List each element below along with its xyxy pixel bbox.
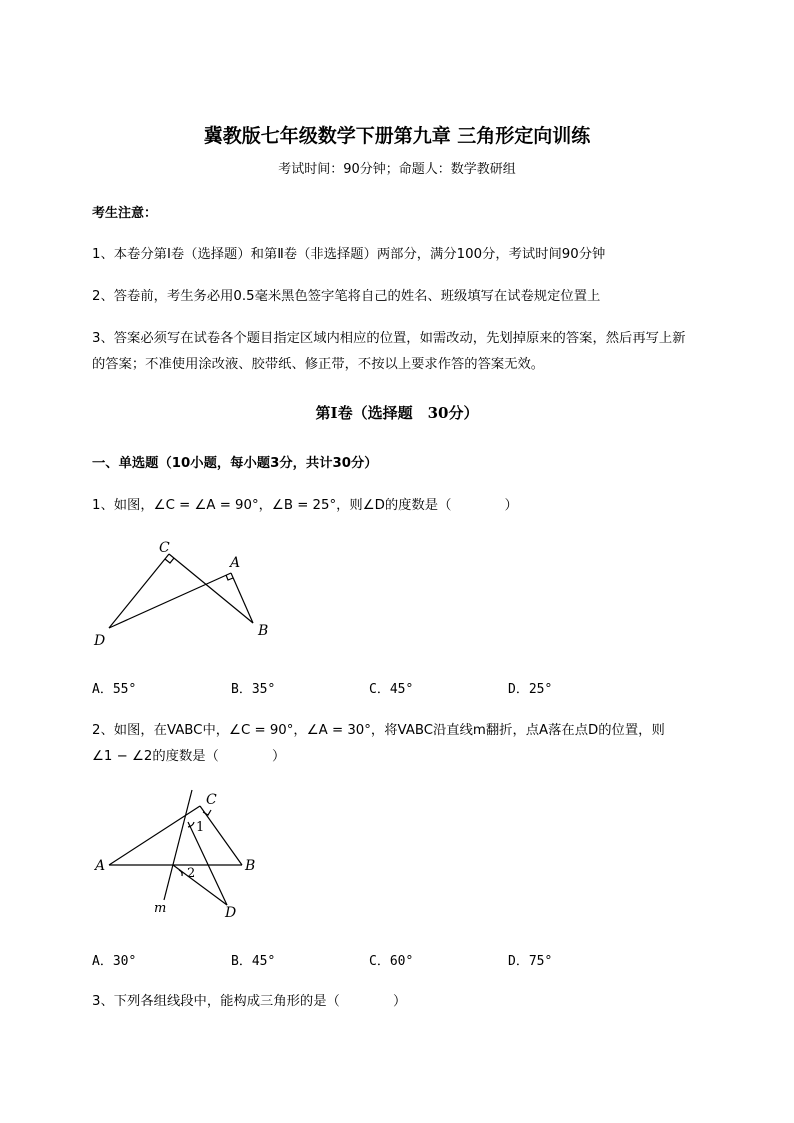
question-1-option-a[interactable]: A．55°	[92, 682, 137, 697]
notice-item-3-line-2: 的答案；不准使用涂改液、胶带纸、修正带，不按以上要求作答的答案无效。	[92, 357, 545, 372]
question-2-stem-line-1: 2、如图，在VABC中，∠C = 90°，∠A = 30°，将VABC沿直线m翻折，点A落在点D的位置，则	[92, 723, 665, 738]
segment-AB	[231, 573, 253, 623]
segment-ED	[188, 822, 227, 905]
label-angle-1: 1	[196, 820, 205, 835]
question-2-option-b[interactable]: B．45°	[231, 954, 276, 969]
exam-info: 考试时间：90分钟；命题人：数学教研组	[278, 162, 516, 177]
right-angle-mark-C	[203, 810, 211, 815]
label-m: m	[154, 901, 167, 916]
question-1-option-b[interactable]: B．35°	[231, 682, 276, 697]
part-heading: 一、单选题（10小题，每小题3分，共计30分）	[92, 456, 378, 471]
label-B: B	[258, 623, 269, 639]
segment-CB	[200, 806, 242, 865]
segment-AC	[109, 806, 200, 865]
notice-item-1: 1、本卷分第I卷（选择题）和第Ⅱ卷（非选择题）两部分，满分100分，考试时间90分钟	[92, 247, 606, 262]
notice-item-2: 2、答卷前，考生务必用0.5毫米黑色签字笔将自己的姓名、班级填写在试卷规定位置上	[92, 289, 601, 304]
label-A: A	[95, 858, 106, 874]
question-1-figure	[90, 535, 290, 650]
question-2-stem-line-2: ∠1 − ∠2的度数是（ ）	[92, 749, 286, 764]
segment-CB	[169, 554, 253, 623]
question-2-figure	[90, 785, 270, 920]
question-1-stem: 1、如图，∠C = ∠A = 90°，∠B = 25°，则∠D的度数是（ ）	[92, 498, 518, 513]
notice-heading: 考生注意：	[92, 206, 158, 221]
page-title: 冀教版七年级数学下册第九章 三角形定向训练	[203, 125, 591, 147]
right-angle-mark-C	[165, 558, 174, 563]
fold-line-m	[164, 790, 192, 900]
question-2-option-c[interactable]: C．60°	[369, 954, 414, 969]
label-A: A	[230, 555, 241, 571]
segment-DC	[109, 554, 169, 628]
question-2-option-a[interactable]: A．30°	[92, 954, 137, 969]
label-C: C	[159, 540, 170, 556]
label-D: D	[94, 633, 106, 649]
label-C: C	[206, 792, 217, 808]
notice-item-3-line-1: 3、答案必须写在试卷各个题目指定区域内相应的位置，如需改动，先划掉原来的答案，然后再写上新	[92, 331, 686, 346]
label-B: B	[245, 858, 256, 874]
question-3-stem: 3、下列各组线段中，能构成三角形的是（ ）	[92, 994, 407, 1009]
label-angle-2: 2	[187, 866, 196, 881]
section-title: 第I卷（选择题 30分）	[315, 404, 479, 422]
question-2-option-d[interactable]: D．75°	[508, 954, 553, 969]
label-D: D	[225, 905, 237, 920]
question-1-option-c[interactable]: C．45°	[369, 682, 414, 697]
question-1-option-d[interactable]: D．25°	[508, 682, 553, 697]
segment-DA	[109, 573, 231, 628]
